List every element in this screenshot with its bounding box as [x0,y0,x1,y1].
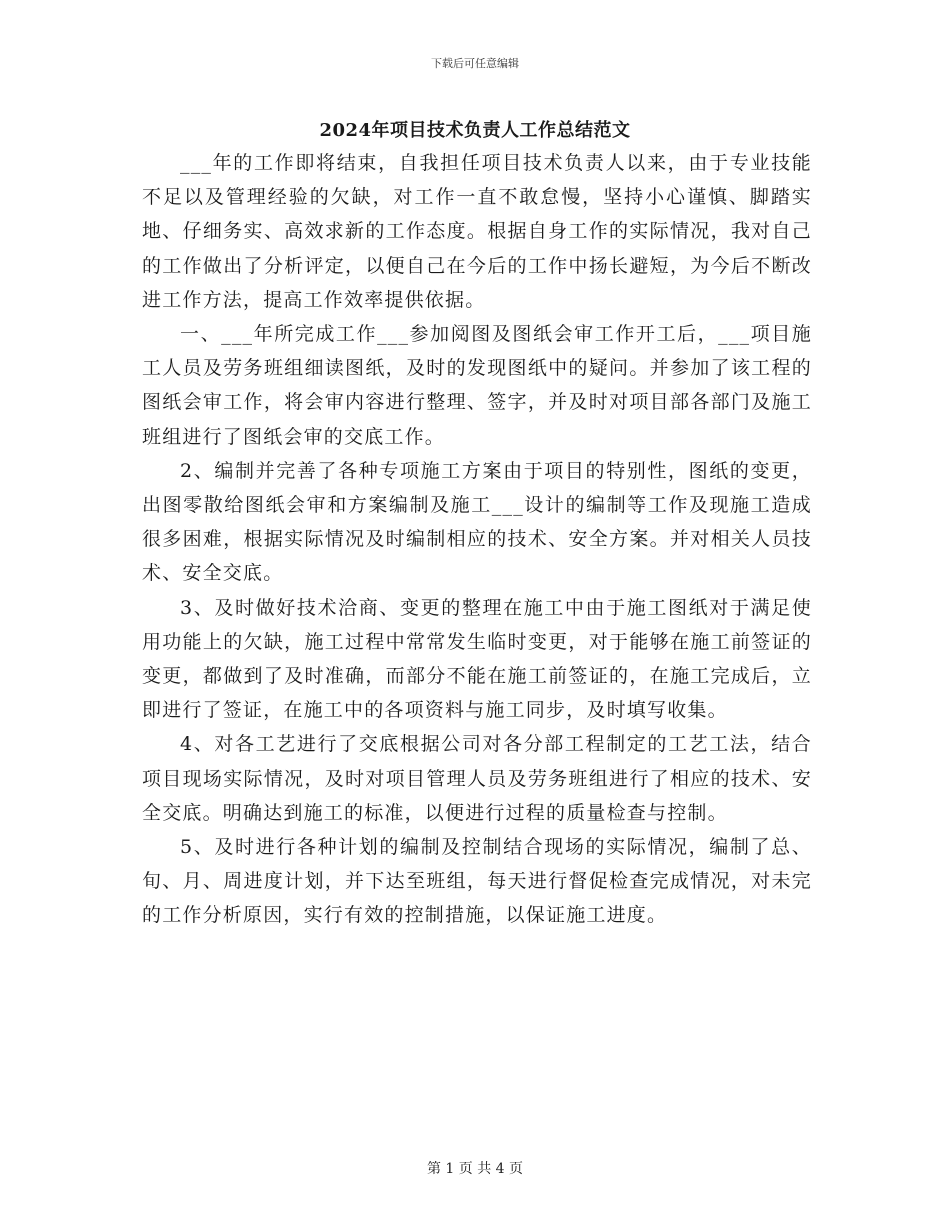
header-note: 下载后可任意编辑 [431,57,519,70]
paragraph-item-3: 3、及时做好技术洽商、变更的整理在施工中由于施工图纸对于满足使用功能上的欠缺，施工过程中常常发生临时变更，对于能够在施工前签证的变更，都做到了及时准确，而部分不能在施工前签证的，在施工完成后，立即进行了签证，在施工中的各项资料与施工同步，及时填写收集。 [142,596,812,722]
page-number: 第 1 页 共 4 页 [426,1161,524,1177]
document-title: 2024年项目技术负责人工作总结范文 [319,120,631,141]
paragraph-item-2: 2、编制并完善了各种专项施工方案由于项目的特别性，图纸的变更，出图零散给图纸会审和方案编制及施工___设计的编制等工作及现施工造成很多困难，根据实际情况及时编制相应的技术、安全方案。并对相关人员技术、安全交底。 [142,459,812,585]
paragraph-item-5: 5、及时进行各种计划的编制及控制结合现场的实际情况，编制了总、旬、月、周进度计划，并下达至班组，每天进行督促检查完成情况，对未完的工作分析原因，实行有效的控制措施，以保证施工进度。 [142,836,812,927]
document-body [142,146,812,933]
paragraph-section-1: 一、___年所完成工作___参加阅图及图纸会审工作开工后，___项目施工人员及劳务班组细读图纸，及时的发现图纸中的疑问。并参加了该工程的图纸会审工作，将会审内容进行整理、签字，并及时对项目部各部门及施工班组进行了图纸会审的交底工作。 [142,323,812,448]
paragraph-item-4: 4、对各工艺进行了交底根据公司对各分部工程制定的工艺工法，结合项目现场实际情况，及时对项目管理人员及劳务班组进行了相应的技术、安全交底。明确达到施工的标准，以便进行过程的质量检查与控制。 [142,733,812,824]
paragraph-intro: ___年的工作即将结束，自我担任项目技术负责人以来，由于专业技能不足以及管理经验的欠缺，对工作一直不敢怠慢，坚持小心谨慎、脚踏实地、仔细务实、高效求新的工作态度。根据自身工作的实际情况，我对自己的工作做出了分析评定，以便自己在今后的工作中扬长避短，为今后不断改进工作方法，提高工作效率提供依据。 [142,152,812,311]
